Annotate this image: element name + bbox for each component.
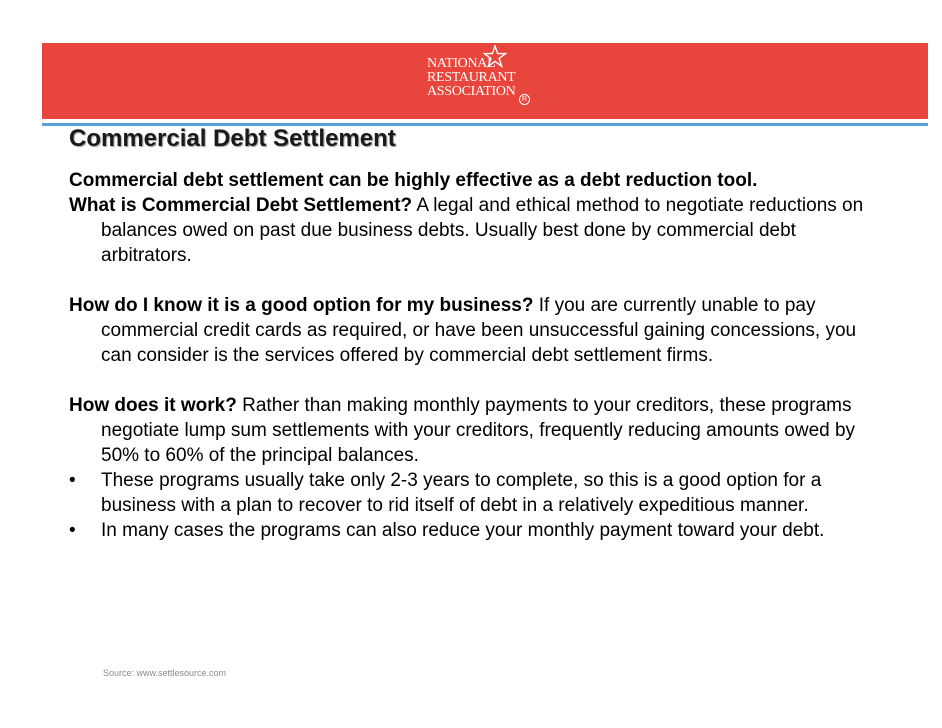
bullet-marker: • (69, 470, 76, 491)
bullet-item (69, 518, 889, 543)
page-title: Commercial Debt Settlement (69, 125, 396, 152)
intro-statement: Commercial debt settlement can be highly effective as a debt reduction tool. (69, 170, 758, 191)
question-what-is: What is Commercial Debt Settlement? (69, 195, 413, 216)
question-how-know: How do I know it is a good option for my business? (69, 295, 534, 316)
bullet-text: These programs usually take only 2-3 years to complete, so this is a good option for a business with a plan to recover to rid itself of debt in a relatively expeditious manner. (101, 470, 822, 516)
bullet-marker: • (69, 520, 76, 541)
paragraph-how-work (69, 393, 889, 468)
answer-what-is: A legal and ethical method to negotiate reductions on balances owed on past due business debts. Usually best done by commercial debt arbitrators. (101, 195, 864, 266)
answer-how-work: Rather than making monthly payments to your creditors, these programs negotiate lump sum settlements with your creditors, frequently reducing amounts owed by 50% to 60% of the principal balances. (101, 395, 856, 466)
question-how-work: How does it work? (69, 395, 237, 416)
paragraph-what-is (69, 193, 889, 268)
logo-line-association: ASSOCIATION (427, 84, 516, 99)
nra-logo (423, 49, 533, 105)
registered-mark: R (519, 94, 530, 105)
logo-line-restaurant: RESTAURANT (427, 70, 516, 85)
content-body (69, 168, 889, 543)
bullet-text: In many cases the programs can also reduce your monthly payment toward your debt. (101, 520, 825, 541)
source-citation: Source: www.settlesource.com (103, 668, 227, 678)
answer-how-know: If you are currently unable to pay commercial credit cards as required, or have been unsuccessful gaining concessions, you can consider is the services offered by commercial debt settlement firms. (101, 295, 857, 366)
bullet-item (69, 468, 889, 518)
logo-line-national: NATIONAL (427, 56, 496, 71)
paragraph-how-know (69, 293, 889, 368)
